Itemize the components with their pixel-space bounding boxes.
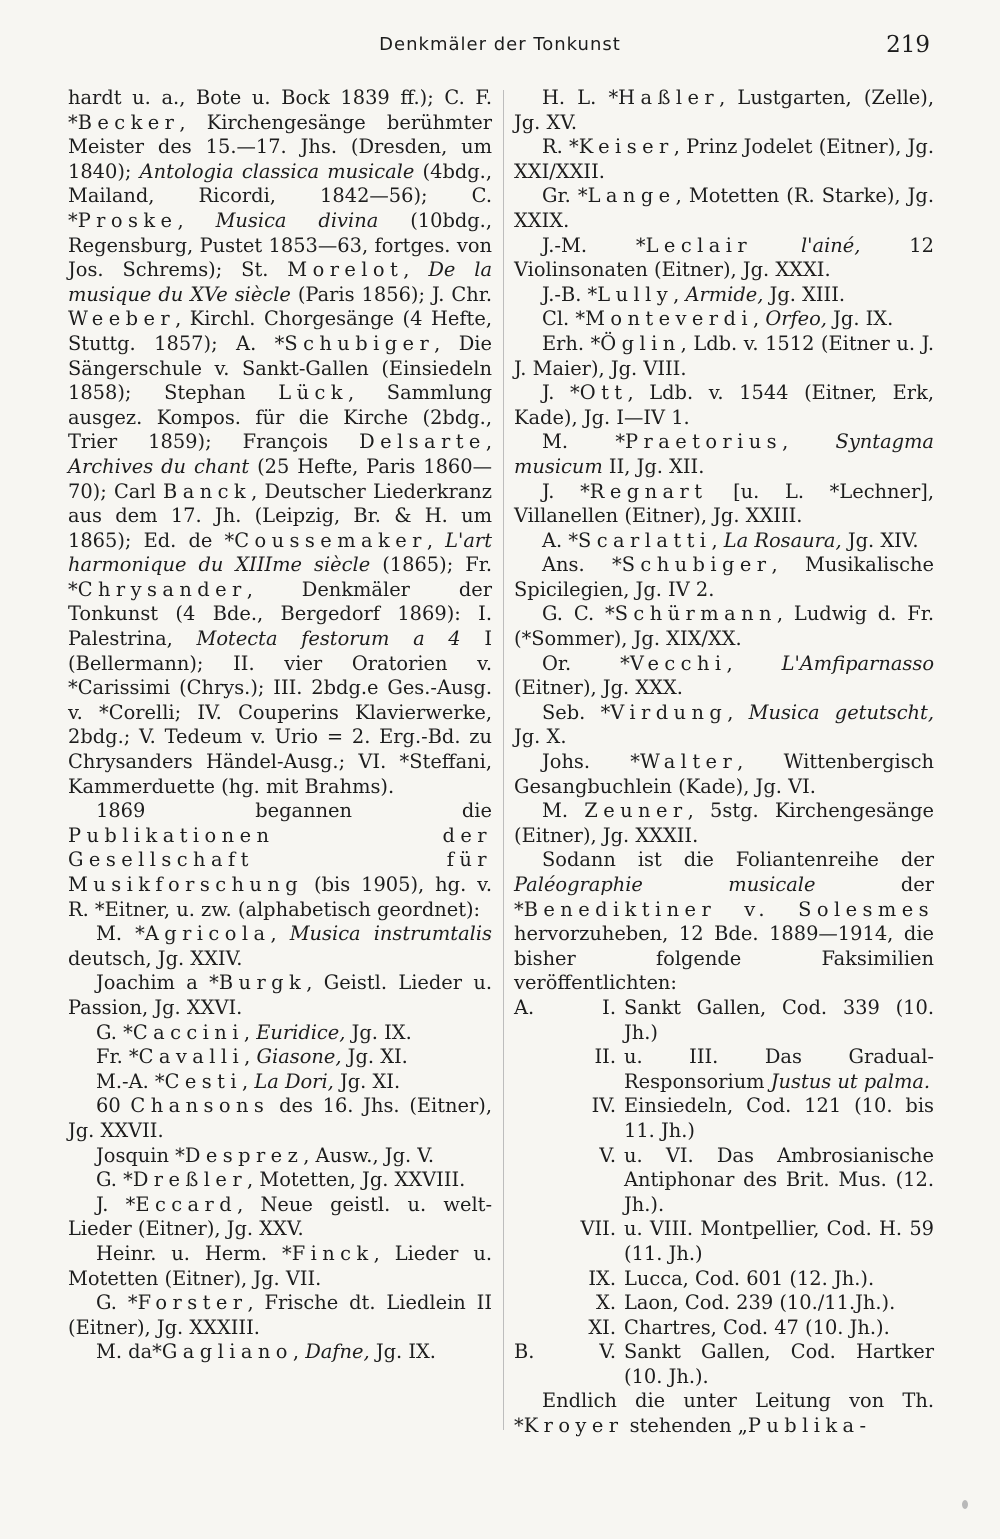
facsimile-list xyxy=(514,996,934,1390)
publication-entry xyxy=(68,1168,492,1193)
text-span: , Kirchl. Chorgesänge (4 Hefte, Stuttg. 1857); A. * xyxy=(68,307,492,355)
text-span: M.-A. * xyxy=(96,1069,165,1093)
composer-name: Monteverdi xyxy=(585,307,753,331)
text-span: , xyxy=(242,1069,255,1093)
composer-name: Scarlatti xyxy=(578,528,712,552)
series-name: Benediktiner v. Solesmes xyxy=(523,897,934,921)
composer-name: Lück xyxy=(278,381,348,405)
text-span: Jg. X. xyxy=(514,725,567,749)
text-span: Seb. * xyxy=(542,700,611,724)
series-name: Publika- xyxy=(747,1414,872,1438)
publication-entry xyxy=(514,381,934,430)
composer-name: Walter xyxy=(640,750,738,774)
text-span: , xyxy=(711,528,724,552)
text-span: Jg. IX. xyxy=(369,1340,436,1364)
facsimile-group: B. xyxy=(514,1340,535,1364)
composer-name: Haßler xyxy=(618,86,720,109)
publication-entry xyxy=(514,135,934,184)
publication-entry xyxy=(514,307,934,332)
text-span: Erh. * xyxy=(542,331,601,355)
work-title: Paléographie musicale xyxy=(514,873,816,896)
facsimile-number: VII. xyxy=(580,1217,616,1241)
publication-entry xyxy=(68,1021,492,1046)
facsimile-text xyxy=(624,1267,934,1292)
publication-list-continued xyxy=(514,86,934,848)
facsimile-text xyxy=(624,1316,934,1341)
publication-entry xyxy=(514,750,934,799)
facsimile-group: A. xyxy=(514,995,535,1019)
work-title: La Rosaura, xyxy=(723,528,842,552)
publication-entry xyxy=(514,86,934,135)
text-span: (Eitner), Jg. XXX. xyxy=(514,676,683,700)
composer-name: Proske xyxy=(77,208,178,232)
text-span: , Kirchengesänge berühmter Meister des 15.—17. Jhs. (Dresden, um 1840); xyxy=(68,110,492,183)
text-span: Heinr. u. Herm. * xyxy=(96,1241,292,1265)
text-span: Johs. * xyxy=(542,750,641,774)
text-span: , Lustgarten, (Zelle), Jg. XV. xyxy=(514,86,934,134)
publication-entry xyxy=(514,184,934,233)
publication-entry xyxy=(514,799,934,848)
text-span: Sankt Gallen, Cod. 339 (10. Jh.) xyxy=(624,995,934,1044)
work-title: Archives du chant xyxy=(68,454,250,478)
text-span: , xyxy=(752,307,766,331)
text-span: der * xyxy=(514,873,934,921)
publication-entry xyxy=(68,1094,492,1143)
composer-name: Desprez xyxy=(184,1143,304,1167)
text-span: stehenden „ xyxy=(623,1414,748,1438)
running-title: Denkmäler der Tonkunst xyxy=(379,34,621,55)
text-span: [u. L. *Lechner], Villanellen (Eitner), Jg. XXIII. xyxy=(514,479,935,528)
text-span: H. L. * xyxy=(542,86,619,109)
text-span: Jg. IX. xyxy=(826,307,894,331)
text-span: G. * xyxy=(96,1020,133,1044)
facsimile-number: V. xyxy=(599,1143,616,1167)
composer-name: Vecchi xyxy=(629,651,727,675)
text-span: , xyxy=(726,651,782,675)
text-span: , xyxy=(244,1045,257,1069)
facsimile-text xyxy=(624,996,934,1045)
text-span: I (Bellermann); II. vier Oratorien v. *Carissimi (Chrys.); III. 2bdg.e Ges.-Ausg. v. *Corelli; IV. Couperins Klavierwerke, 2bdg.; V. Tedeum v. Urio = 2. Erg.-Bd. zu Chrysanders Händel-Ausg.; VI. *Steffani, Kammerduette (hg. mit Brahms). xyxy=(68,627,492,798)
work-title: Syntagma musicum xyxy=(514,430,934,478)
facsimile-item xyxy=(514,1217,934,1266)
facsimile-number: V. xyxy=(599,1340,616,1364)
text-span: , Denkmäler der Tonkunst (4 Bde., Bergedorf 1869): I. Palestrina, xyxy=(68,577,492,651)
text-span: , Geistl. Lieder u. Passion, Jg. XXVI. xyxy=(68,971,493,1019)
text-span: Josquin * xyxy=(96,1143,185,1167)
publication-entry xyxy=(514,234,934,283)
composer-name: Praetorius xyxy=(625,430,783,454)
composer-name: Chrysander xyxy=(77,577,247,601)
text-span: G. * xyxy=(96,1291,138,1315)
facsimile-number: II. xyxy=(594,1045,616,1069)
composer-name: Schürmann xyxy=(614,602,777,626)
page-number: 219 xyxy=(886,32,930,58)
text-span: , xyxy=(270,922,290,946)
work-title: De la musique du XVe siècle xyxy=(68,258,493,306)
text-span: , xyxy=(292,1340,306,1364)
paragraph-publikationen xyxy=(68,799,492,922)
work-title: Euridice, xyxy=(256,1020,346,1044)
publication-list xyxy=(68,922,492,1365)
paragraph-solesmes xyxy=(514,848,934,996)
text-span: Sankt Gallen, Cod. Hartker (10. Jh.). xyxy=(624,1340,934,1388)
composer-name: Gagliano xyxy=(161,1340,293,1364)
text-span: (4bdg., Mailand, Ricordi, 1842—56); C. * xyxy=(68,159,493,232)
text-span: A. * xyxy=(542,528,579,552)
text-span: (25 Hefte, Paris 1860—70); Carl xyxy=(68,454,492,503)
text-span: , Deutscher Liederkranz aus dem 17. Jh. (Leipzig, Br. & H. um 1865); Ed. de * xyxy=(68,479,492,552)
text-span: Jg. XIV. xyxy=(841,528,919,552)
text-span: , Sammlung ausgez. Kompos. für die Kirche (2bdg., Trier 1859); François xyxy=(68,381,492,454)
composer-name: Forster xyxy=(137,1291,248,1315)
composer-name: Delsarte xyxy=(359,430,486,454)
publication-entry xyxy=(514,553,934,602)
work-title: l'ainé, xyxy=(800,233,861,257)
facsimile-text xyxy=(624,1291,934,1316)
text-span: R. * xyxy=(542,135,579,159)
facsimile-group xyxy=(514,1094,558,1143)
composer-name: Burgk xyxy=(218,971,307,995)
column-divider xyxy=(503,90,504,1430)
text-span: u. VI. Das Ambrosianische Antiphonar des Brit. Mus. (12. Jh.). xyxy=(624,1143,934,1216)
composer-name: Morelot xyxy=(287,258,404,282)
left-column xyxy=(68,86,492,1365)
publication-entry xyxy=(68,1193,492,1242)
text-span: , xyxy=(782,430,836,454)
text-span: , Ldb. v. 1512 (Eitner u. J. J. Maier), Jg. VIII. xyxy=(514,331,934,380)
text-span: G. C. * xyxy=(542,602,615,626)
composer-name: Finck xyxy=(291,1241,374,1265)
facsimile-number: XI. xyxy=(588,1315,616,1339)
facsimile-item xyxy=(514,1340,934,1389)
work-title: Orfeo, xyxy=(765,307,827,331)
publication-entry xyxy=(68,971,492,1020)
text-span: u. VIII. Montpellier, Cod. H. 59 (11. Jh.) xyxy=(624,1217,934,1265)
composer-name: Chansons xyxy=(130,1094,270,1118)
text-span: Laon, Cod. 239 (10./11.Jh.). xyxy=(624,1291,896,1315)
text-span: J. * xyxy=(542,381,580,405)
text-span: deutsch, Jg. XXIV. xyxy=(68,946,243,970)
text-span: G. * xyxy=(96,1168,133,1192)
facsimile-item xyxy=(514,1291,934,1316)
text-span: , Neue geistl. u. welt-Lieder (Eitner), Jg. XXV. xyxy=(68,1192,492,1241)
text-span: J.-M. * xyxy=(542,233,646,257)
work-title: Musica getutscht, xyxy=(748,700,935,724)
work-title: Justus ut palma. xyxy=(770,1069,931,1093)
composer-name: Cesti xyxy=(164,1069,243,1093)
facsimile-item xyxy=(514,1045,934,1094)
facsimile-item xyxy=(514,1094,934,1143)
text-span: , Die Sängerschule v. Sankt-Gallen (Einsiedeln 1858); Stephan xyxy=(68,331,492,405)
composer-name: Dreßler xyxy=(132,1168,248,1192)
work-title: Dafne, xyxy=(305,1340,370,1364)
facsimile-text xyxy=(624,1340,934,1389)
work-title: L'Amfiparnasso xyxy=(781,651,934,675)
text-span: , Motetten, Jg. XXVIII. xyxy=(247,1168,466,1192)
composer-name: Eccard xyxy=(135,1192,238,1216)
publication-entry xyxy=(514,652,934,701)
text-span: 60 xyxy=(96,1094,131,1118)
publication-entry xyxy=(68,1340,492,1365)
facsimile-text xyxy=(624,1217,934,1266)
work-title: Antologia classica musicale xyxy=(139,159,415,183)
composer-name: Öglin xyxy=(600,331,681,355)
text-span: II, Jg. XII. xyxy=(602,454,705,478)
series-name: Publikationen der Gesellschaft für Musikforschung xyxy=(68,823,492,896)
composer-name: Cavalli xyxy=(138,1045,245,1069)
text-span: , Motetten (R. Starke), Jg. XXIX. xyxy=(514,184,935,232)
text-span: , Prinz Jodelet (Eitner), Jg. XXI/XXII. xyxy=(514,135,935,183)
text-span: 1869 begannen die xyxy=(96,799,492,823)
work-title: Musica instrumtalis xyxy=(289,922,492,946)
text-span: , xyxy=(426,528,446,552)
publication-entry xyxy=(514,283,934,308)
text-span: u. III. Das Gradual-Responsorium xyxy=(624,1045,934,1093)
composer-name: Schubiger xyxy=(284,331,435,355)
publication-entry xyxy=(514,602,934,651)
text-span: , xyxy=(727,700,749,724)
text-span: , Frische dt. Liedlein II (Eitner), Jg. XXXIII. xyxy=(68,1291,492,1339)
composer-name: Coussemaker xyxy=(234,528,427,552)
facsimile-number: I. xyxy=(602,995,616,1019)
publication-entry xyxy=(514,529,934,554)
publication-entry xyxy=(68,1045,492,1070)
publication-entry xyxy=(68,1070,492,1095)
text-span: Endlich die unter Leitung von Th. * xyxy=(514,1389,934,1438)
text-span: (1865); Fr. * xyxy=(68,553,492,601)
facsimile-text xyxy=(624,1045,934,1094)
facsimile-group xyxy=(514,1291,558,1316)
publication-entry xyxy=(514,332,934,381)
facsimile-item xyxy=(514,1316,934,1341)
text-span: Cl. * xyxy=(542,307,586,331)
composer-name: Banck xyxy=(163,479,252,503)
text-span: , xyxy=(177,208,216,232)
text-span: M. * xyxy=(542,430,626,454)
text-span: , Lieder u. Motetten (Eitner), Jg. VII. xyxy=(68,1241,492,1290)
facsimile-item xyxy=(514,996,934,1045)
facsimile-number: IV. xyxy=(591,1094,616,1118)
work-title: L'art harmonique du XIIIme siècle xyxy=(68,528,492,577)
text-span: hardt u. a., Bote u. Bock 1839 ff.); C. F. * xyxy=(68,86,492,134)
work-title: Giasone, xyxy=(256,1045,342,1069)
composer-name: Virdung xyxy=(610,700,728,724)
facsimile-text xyxy=(624,1094,934,1143)
composer-name: Lully xyxy=(597,282,674,306)
composer-name: Keiser xyxy=(578,135,674,159)
text-span: Ans. * xyxy=(542,553,622,577)
composer-name: Schubiger xyxy=(621,553,772,577)
publication-entry xyxy=(68,1144,492,1169)
text-span: J.-B. * xyxy=(542,282,598,306)
publication-entry xyxy=(514,480,934,529)
text-span: Sodann ist die Foliantenreihe der xyxy=(542,848,934,872)
text-span: Chartres, Cod. 47 (10. Jh.). xyxy=(624,1315,890,1339)
text-span: , Musikalische Spicilegien, Jg. IV 2. xyxy=(514,553,934,601)
publication-entry xyxy=(68,1291,492,1340)
text-span: M. da* xyxy=(96,1340,162,1364)
work-title: Musica divina xyxy=(215,208,379,232)
paragraph-kroyer xyxy=(514,1389,934,1438)
facsimile-group xyxy=(514,1267,558,1292)
composer-name: Kroyer xyxy=(523,1414,624,1438)
text-span: (10bdg., Regensburg, Pustet 1853—63, fortges. von Jos. Schrems); St. xyxy=(68,208,493,282)
composer-name: Caccini xyxy=(132,1020,244,1044)
text-span: M. * xyxy=(96,922,145,946)
work-title: Armide, xyxy=(685,282,764,306)
text-span: , xyxy=(673,282,686,306)
page-header xyxy=(0,32,1000,62)
work-title: Motecta festorum a 4 xyxy=(196,627,461,651)
publication-entry xyxy=(514,701,934,750)
composer-name: Agricola xyxy=(144,922,271,946)
composer-name: Ott xyxy=(579,381,628,405)
facsimile-text xyxy=(624,1144,934,1218)
text-span: , xyxy=(485,430,492,454)
text-span: , 5stg. Kirchengesänge (Eitner), Jg. XXXII. xyxy=(514,799,934,847)
text-span: 12 Violinsonaten (Eitner), Jg. XXXI. xyxy=(514,233,934,282)
facsimile-group xyxy=(514,1045,558,1094)
publication-entry xyxy=(68,922,492,971)
publication-entry xyxy=(68,1242,492,1291)
text-span: M. xyxy=(542,799,585,823)
facsimile-number: IX. xyxy=(588,1266,616,1290)
composer-name: Weeber xyxy=(68,307,176,331)
right-column xyxy=(514,86,934,1439)
facsimile-group xyxy=(514,1316,558,1341)
text-span: Jg. XI. xyxy=(333,1069,401,1093)
text-span: , xyxy=(243,1020,257,1044)
text-span: Einsiedeln, Cod. 121 (10. bis 11. Jh.) xyxy=(624,1094,934,1142)
facsimile-group xyxy=(514,1144,558,1218)
text-span: , Wittenbergisch Gesangbuchlein (Kade), Jg. VI. xyxy=(514,750,934,798)
text-span: , Ludwig d. Fr. (*Sommer), Jg. XIX/XX. xyxy=(514,602,934,651)
work-title: La Dori, xyxy=(254,1069,334,1093)
publication-entry xyxy=(514,430,934,479)
composer-name: Leclair xyxy=(645,233,753,257)
text-span: des 16. Jhs. (Eitner), Jg. XXVII. xyxy=(68,1094,492,1142)
text-span: J. * xyxy=(96,1192,136,1216)
facsimile-group xyxy=(514,1217,558,1266)
text-span: (Paris 1856); J. Chr. xyxy=(290,282,492,306)
text-span: Jg. IX. xyxy=(345,1020,412,1044)
composer-name: Lange xyxy=(587,184,676,208)
text-span: Jg. XI. xyxy=(341,1045,408,1069)
text-span: Fr. * xyxy=(96,1045,139,1069)
text-span: , xyxy=(403,258,429,282)
facsimile-item xyxy=(514,1144,934,1218)
paragraph-editions xyxy=(68,86,492,799)
composer-name: Zeuner xyxy=(584,799,688,823)
text-span: (bis 1905), hg. v. R. *Eitner, u. zw. (alphabetisch geordnet): xyxy=(68,873,492,921)
facsimile-number: X. xyxy=(596,1291,616,1315)
text-span: Gr. * xyxy=(542,184,588,208)
text-span: hervorzuheben, 12 Bde. 1889—1914, die bisher folgende Faksimilien veröffentlichten: xyxy=(514,922,934,995)
text-span: Or. * xyxy=(542,651,630,675)
facsimile-item xyxy=(514,1267,934,1292)
composer-name: Regnart xyxy=(589,479,708,503)
text-span: Joachim a * xyxy=(96,971,219,995)
text-span: , Ausw., Jg. V. xyxy=(303,1143,435,1167)
composer-name: Becker xyxy=(77,110,180,134)
page-speck xyxy=(962,1500,968,1509)
text-span: J. * xyxy=(542,479,590,503)
text-span xyxy=(752,234,801,257)
text-span: , Ldb. v. 1544 (Eitner, Erk, Kade), Jg. I—IV 1. xyxy=(514,381,934,429)
text-span: Lucca, Cod. 601 (12. Jh.). xyxy=(624,1266,875,1290)
text-span: Jg. XIII. xyxy=(763,282,846,306)
